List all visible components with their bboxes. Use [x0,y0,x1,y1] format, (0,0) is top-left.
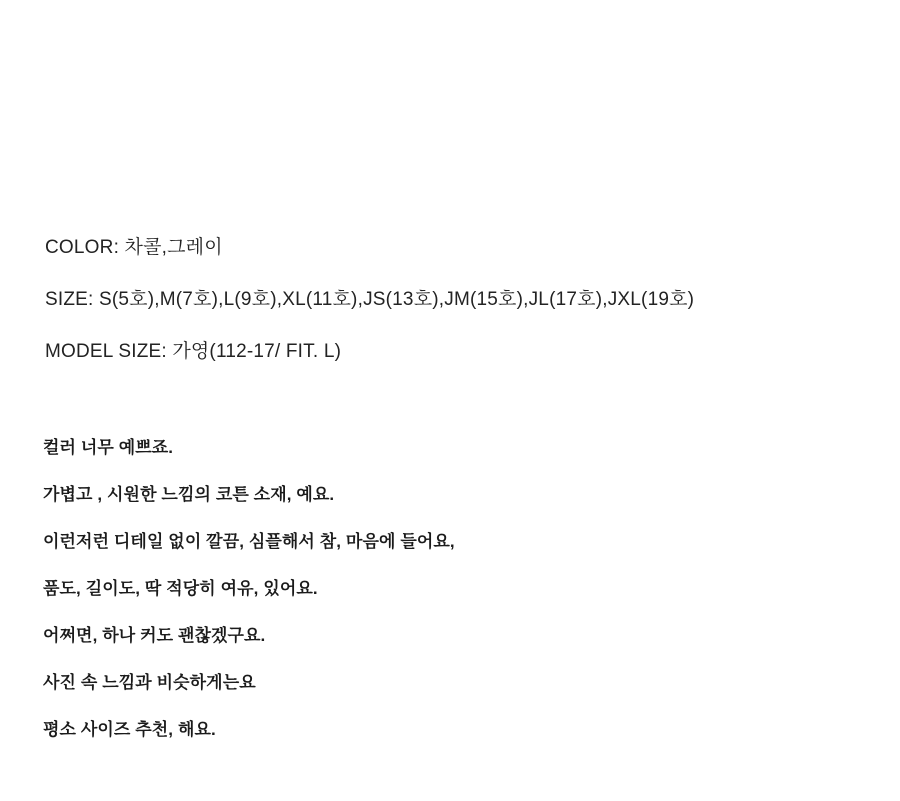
description-line-4: 품도, 길이도, 딱 적당히 여유, 있어요. [43,579,318,598]
description-line-6: 사진 속 느낌과 비슷하게는요 [43,673,256,692]
product-spec-block [45,222,845,378]
description-line-1: 컬러 너무 예쁘죠. [43,438,174,457]
description-line-3: 이런저런 디테일 없이 깔끔, 심플해서 참, 마음에 들어요, [43,532,455,551]
spec-line-size: SIZE: S(5호),M(7호),L(9호),XL(11호),JS(13호),JM(15호),JL(17호),JXL(19호) [45,289,695,310]
description-line-5: 어쩌면, 하나 커도 괜찮겠구요. [43,626,266,645]
spec-line-color: COLOR: 차콜,그레이 [45,237,223,258]
spec-line-model-size: MODEL SIZE: 가영(112-17/ FIT. L) [45,341,342,362]
product-description-block [43,424,863,753]
description-line-2: 가볍고 , 시원한 느낌의 코튼 소재, 예요. [43,485,335,504]
description-line-7: 평소 사이즈 추천, 해요. [43,720,216,739]
